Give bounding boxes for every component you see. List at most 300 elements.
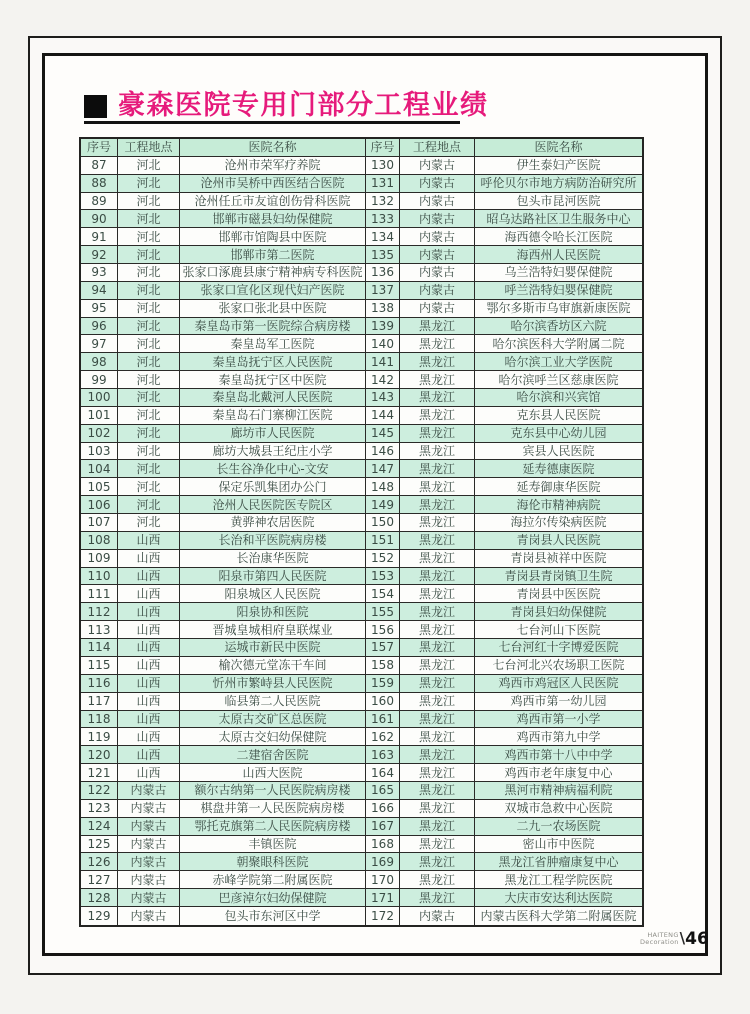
table-cell: 棋盘井第一人民医院病房楼 <box>180 800 366 818</box>
table-cell: 黑龙江 <box>400 425 475 443</box>
table-row <box>81 264 642 282</box>
table-cell: 秦皇岛抚宁区中医院 <box>180 371 366 389</box>
table-cell: 99 <box>81 371 118 389</box>
table-cell: 170 <box>366 871 400 889</box>
table-cell: 河北 <box>118 514 180 532</box>
table-row <box>81 300 642 318</box>
table-cell: 156 <box>366 621 400 639</box>
table-cell: 序号 <box>366 139 400 157</box>
table-cell: 张家口宣化区现代妇产医院 <box>180 282 366 300</box>
table-cell: 黑龙江 <box>400 496 475 514</box>
table-cell: 112 <box>81 603 118 621</box>
table-cell: 呼兰浩特妇婴保健院 <box>475 282 642 300</box>
table-cell: 166 <box>366 800 400 818</box>
table-cell: 内蒙古 <box>400 228 475 246</box>
table-cell: 146 <box>366 443 400 461</box>
table-cell: 延寿御康华医院 <box>475 478 642 496</box>
table-cell: 山西 <box>118 621 180 639</box>
table-row <box>81 711 642 729</box>
table-cell: 保定乐凯集团办公门 <box>180 478 366 496</box>
table-cell: 134 <box>366 228 400 246</box>
table-cell: 沧州人民医院医专院区 <box>180 496 366 514</box>
table-cell: 张家口张北县中医院 <box>180 300 366 318</box>
table-cell: 黑龙江 <box>400 353 475 371</box>
table-cell: 黑龙江 <box>400 818 475 836</box>
table-cell: 河北 <box>118 264 180 282</box>
table-row <box>81 318 642 336</box>
table-header-row <box>81 139 642 157</box>
table-cell: 157 <box>366 639 400 657</box>
table-cell: 内蒙古 <box>400 193 475 211</box>
table-cell: 乌兰浩特妇婴保健院 <box>475 264 642 282</box>
table-cell: 黑龙江 <box>400 443 475 461</box>
table-cell: 96 <box>81 318 118 336</box>
table-cell: 张家口涿鹿县康宁精神病专科医院 <box>180 264 366 282</box>
table-cell: 黑龙江 <box>400 389 475 407</box>
table-cell: 沧州市荣军疗养院 <box>180 157 366 175</box>
table-cell: 鸡西市第九中学 <box>475 728 642 746</box>
table-cell: 内蒙古 <box>118 853 180 871</box>
table-cell: 鸡西市老年康复中心 <box>475 764 642 782</box>
table-cell: 158 <box>366 657 400 675</box>
table-row <box>81 621 642 639</box>
table-cell: 山西 <box>118 603 180 621</box>
table-cell: 87 <box>81 157 118 175</box>
table-cell: 秦皇岛石门寨柳江医院 <box>180 407 366 425</box>
table-cell: 山西 <box>118 585 180 603</box>
table-cell: 二建宿舍医院 <box>180 746 366 764</box>
table-cell: 秦皇岛抚宁区人民医院 <box>180 353 366 371</box>
table-cell: 河北 <box>118 300 180 318</box>
table-cell: 135 <box>366 246 400 264</box>
table-cell: 105 <box>81 478 118 496</box>
table-cell: 139 <box>366 318 400 336</box>
table-cell: 海西州人民医院 <box>475 246 642 264</box>
footer-brand-line2: Decoration <box>640 938 679 946</box>
footer-slash-mark: \ <box>679 929 686 947</box>
table-cell: 126 <box>81 853 118 871</box>
table-cell: 内蒙古 <box>118 889 180 907</box>
table-cell: 内蒙古医科大学第二附属医院 <box>475 907 642 925</box>
title-square-bullet-icon <box>84 95 107 118</box>
table-cell: 黑龙江 <box>400 460 475 478</box>
table-row <box>81 585 642 603</box>
table-cell: 长治和平医院病房楼 <box>180 532 366 550</box>
table-cell: 118 <box>81 711 118 729</box>
table-cell: 山西 <box>118 693 180 711</box>
table-cell: 内蒙古 <box>400 907 475 925</box>
table-cell: 148 <box>366 478 400 496</box>
table-cell: 121 <box>81 764 118 782</box>
table-cell: 黑龙江 <box>400 407 475 425</box>
table-cell: 河北 <box>118 371 180 389</box>
table-cell: 河北 <box>118 335 180 353</box>
table-cell: 河北 <box>118 407 180 425</box>
table-cell: 131 <box>366 175 400 193</box>
table-cell: 160 <box>366 693 400 711</box>
table-cell: 104 <box>81 460 118 478</box>
table-cell: 大庆市安达利达医院 <box>475 889 642 907</box>
table-cell: 92 <box>81 246 118 264</box>
table-cell: 内蒙古 <box>118 800 180 818</box>
table-row <box>81 568 642 586</box>
table-cell: 90 <box>81 210 118 228</box>
table-cell: 144 <box>366 407 400 425</box>
table-cell: 海拉尔传染病医院 <box>475 514 642 532</box>
table-cell: 内蒙古 <box>400 210 475 228</box>
table-cell: 河北 <box>118 443 180 461</box>
table-cell: 127 <box>81 871 118 889</box>
table-row <box>81 193 642 211</box>
table-cell: 98 <box>81 353 118 371</box>
table-cell: 141 <box>366 353 400 371</box>
table-cell: 145 <box>366 425 400 443</box>
table-row <box>81 532 642 550</box>
table-cell: 克东县人民医院 <box>475 407 642 425</box>
table-cell: 黑龙江 <box>400 585 475 603</box>
table-row <box>81 228 642 246</box>
table-cell: 阳泉协和医院 <box>180 603 366 621</box>
table-cell: 黑龙江 <box>400 836 475 854</box>
table-cell: 医院名称 <box>180 139 366 157</box>
table-cell: 山西 <box>118 568 180 586</box>
table-cell: 108 <box>81 532 118 550</box>
table-cell: 哈尔滨工业大学医院 <box>475 353 642 371</box>
table-cell: 88 <box>81 175 118 193</box>
table-cell: 152 <box>366 550 400 568</box>
table-cell: 黑龙江 <box>400 800 475 818</box>
table-cell: 163 <box>366 746 400 764</box>
table-row <box>81 335 642 353</box>
table-row <box>81 853 642 871</box>
table-row <box>81 782 642 800</box>
table-cell: 河北 <box>118 425 180 443</box>
table-cell: 运城市新民中医院 <box>180 639 366 657</box>
table-row <box>81 425 642 443</box>
table-cell: 哈尔滨香坊区六院 <box>475 318 642 336</box>
table-row <box>81 693 642 711</box>
table-cell: 鸡西市鸡冠区人民医院 <box>475 675 642 693</box>
table-cell: 额尔古纳第一人民医院病房楼 <box>180 782 366 800</box>
table-cell: 101 <box>81 407 118 425</box>
table-cell: 黄骅神农居医院 <box>180 514 366 532</box>
table-cell: 河北 <box>118 389 180 407</box>
table-row <box>81 175 642 193</box>
table-cell: 山西 <box>118 639 180 657</box>
table-cell: 工程地点 <box>118 139 180 157</box>
table-row <box>81 550 642 568</box>
table-cell: 黑龙江 <box>400 568 475 586</box>
table-cell: 黑龙江 <box>400 657 475 675</box>
table-cell: 165 <box>366 782 400 800</box>
table-cell: 海西德令哈长江医院 <box>475 228 642 246</box>
table-cell: 159 <box>366 675 400 693</box>
title-underline <box>84 121 460 124</box>
table-cell: 100 <box>81 389 118 407</box>
table-cell: 黑龙江 <box>400 782 475 800</box>
table-cell: 内蒙古 <box>400 300 475 318</box>
table-cell: 鄂托克旗第二人民医院病房楼 <box>180 818 366 836</box>
table-cell: 137 <box>366 282 400 300</box>
table-cell: 171 <box>366 889 400 907</box>
table-cell: 阳泉市第四人民医院 <box>180 568 366 586</box>
table-cell: 邯郸市磁县妇幼保健院 <box>180 210 366 228</box>
table-cell: 110 <box>81 568 118 586</box>
table-cell: 91 <box>81 228 118 246</box>
table-cell: 黑龙江 <box>400 335 475 353</box>
table-row <box>81 282 642 300</box>
table-cell: 155 <box>366 603 400 621</box>
table-row <box>81 443 642 461</box>
table-cell: 沧州任丘市友谊创伤骨科医院 <box>180 193 366 211</box>
table-cell: 河北 <box>118 460 180 478</box>
table-cell: 黑龙江省肿瘤康复中心 <box>475 853 642 871</box>
table-row <box>81 478 642 496</box>
table-cell: 河北 <box>118 318 180 336</box>
table-row <box>81 675 642 693</box>
table-cell: 124 <box>81 818 118 836</box>
table-cell: 河北 <box>118 157 180 175</box>
table-cell: 111 <box>81 585 118 603</box>
table-cell: 长治康华医院 <box>180 550 366 568</box>
table-cell: 143 <box>366 389 400 407</box>
table-cell: 黑龙江 <box>400 371 475 389</box>
table-cell: 河北 <box>118 496 180 514</box>
table-cell: 内蒙古 <box>400 282 475 300</box>
table-row <box>81 496 642 514</box>
table-cell: 七台河北兴农场职工医院 <box>475 657 642 675</box>
table-cell: 94 <box>81 282 118 300</box>
page-title: 豪森医院专用门部分工程业绩 <box>118 90 489 121</box>
table-row <box>81 246 642 264</box>
table-cell: 七台河山下医院 <box>475 621 642 639</box>
table-cell: 呼伦贝尔市地方病防治研究所 <box>475 175 642 193</box>
table-cell: 162 <box>366 728 400 746</box>
table-cell: 黑龙江 <box>400 603 475 621</box>
table-cell: 河北 <box>118 210 180 228</box>
table-cell: 青岗县祯祥中医院 <box>475 550 642 568</box>
table-cell: 忻州市繁峙县人民医院 <box>180 675 366 693</box>
table-cell: 133 <box>366 210 400 228</box>
table-cell: 黑龙江 <box>400 478 475 496</box>
table-cell: 黑龙江 <box>400 693 475 711</box>
table-cell: 内蒙古 <box>400 264 475 282</box>
table-cell: 153 <box>366 568 400 586</box>
table-cell: 内蒙古 <box>118 836 180 854</box>
table-cell: 山西 <box>118 550 180 568</box>
table-cell: 内蒙古 <box>400 157 475 175</box>
table-cell: 哈尔滨呼兰区慈康医院 <box>475 371 642 389</box>
table-cell: 黑龙江 <box>400 514 475 532</box>
table-row <box>81 353 642 371</box>
table-cell: 山西 <box>118 657 180 675</box>
table-row <box>81 460 642 478</box>
table-cell: 114 <box>81 639 118 657</box>
table-cell: 123 <box>81 800 118 818</box>
table-cell: 山西 <box>118 764 180 782</box>
table-row <box>81 657 642 675</box>
table-cell: 黑龙江 <box>400 639 475 657</box>
table-cell: 128 <box>81 889 118 907</box>
table-cell: 132 <box>366 193 400 211</box>
table-cell: 山西 <box>118 532 180 550</box>
table-cell: 鄂尔多斯市乌审旗新康医院 <box>475 300 642 318</box>
table-cell: 鸡西市第一幼儿园 <box>475 693 642 711</box>
table-cell: 内蒙古 <box>118 871 180 889</box>
table-row <box>81 800 642 818</box>
table-cell: 149 <box>366 496 400 514</box>
table-cell: 172 <box>366 907 400 925</box>
table-row <box>81 407 642 425</box>
table-cell: 150 <box>366 514 400 532</box>
table-cell: 黑龙江 <box>400 889 475 907</box>
table-cell: 七台河红十字博爱医院 <box>475 639 642 657</box>
table-cell: 河北 <box>118 282 180 300</box>
table-cell: 115 <box>81 657 118 675</box>
table-cell: 102 <box>81 425 118 443</box>
table-row <box>81 728 642 746</box>
table-cell: 沧州市吴桥中西医结合医院 <box>180 175 366 193</box>
table-row <box>81 157 642 175</box>
table-cell: 黑龙江 <box>400 532 475 550</box>
performance-table <box>79 137 644 927</box>
table-row <box>81 514 642 532</box>
table-cell: 伊生泰妇产医院 <box>475 157 642 175</box>
table-cell: 97 <box>81 335 118 353</box>
page-number: 46 <box>685 928 709 949</box>
table-cell: 鸡西市第十八中中学 <box>475 746 642 764</box>
table-cell: 邯郸市第二医院 <box>180 246 366 264</box>
table-cell: 129 <box>81 907 118 925</box>
table-cell: 151 <box>366 532 400 550</box>
table-cell: 黑龙江 <box>400 764 475 782</box>
table-cell: 二九一农场医院 <box>475 818 642 836</box>
table-cell: 黑龙江 <box>400 318 475 336</box>
table-cell: 哈尔滨医科大学附属二院 <box>475 335 642 353</box>
table-cell: 青岗县人民医院 <box>475 532 642 550</box>
table-row <box>81 210 642 228</box>
table-cell: 130 <box>366 157 400 175</box>
table-cell: 161 <box>366 711 400 729</box>
table-cell: 116 <box>81 675 118 693</box>
table-cell: 黑龙江 <box>400 675 475 693</box>
table-cell: 包头市东河区中学 <box>180 907 366 925</box>
table-cell: 延寿德康医院 <box>475 460 642 478</box>
table-cell: 内蒙古 <box>400 175 475 193</box>
table-cell: 89 <box>81 193 118 211</box>
table-cell: 103 <box>81 443 118 461</box>
table-cell: 黑河市精神病福利院 <box>475 782 642 800</box>
table-cell: 秦皇岛北戴河人民医院 <box>180 389 366 407</box>
table-cell: 黑龙江 <box>400 728 475 746</box>
table-cell: 106 <box>81 496 118 514</box>
table-cell: 黑龙江 <box>400 711 475 729</box>
footer-brand-mark <box>640 929 709 949</box>
table-cell: 河北 <box>118 478 180 496</box>
table-row <box>81 889 642 907</box>
table-row <box>81 907 642 925</box>
table-cell: 宾县人民医院 <box>475 443 642 461</box>
table-cell: 黑龙江 <box>400 550 475 568</box>
table-cell: 169 <box>366 853 400 871</box>
table-cell: 序号 <box>81 139 118 157</box>
table-cell: 内蒙古 <box>118 818 180 836</box>
table-cell: 包头市昆河医院 <box>475 193 642 211</box>
table-cell: 赤峰学院第二附属医院 <box>180 871 366 889</box>
table-cell: 双城市急救中心医院 <box>475 800 642 818</box>
table-cell: 太原古交妇幼保健院 <box>180 728 366 746</box>
table-cell: 晋城皇城相府皇联煤业 <box>180 621 366 639</box>
table-cell: 107 <box>81 514 118 532</box>
table-cell: 黑龙江工程学院医院 <box>475 871 642 889</box>
table-cell: 邯郸市馆陶县中医院 <box>180 228 366 246</box>
table-row <box>81 764 642 782</box>
table-row <box>81 871 642 889</box>
table-cell: 山西 <box>118 728 180 746</box>
table-cell: 朝聚眼科医院 <box>180 853 366 871</box>
table-cell: 95 <box>81 300 118 318</box>
table-cell: 太原古交矿区总医院 <box>180 711 366 729</box>
table-cell: 147 <box>366 460 400 478</box>
table-cell: 内蒙古 <box>118 782 180 800</box>
table-cell: 哈尔滨和兴宾馆 <box>475 389 642 407</box>
table-cell: 河北 <box>118 353 180 371</box>
table-cell: 125 <box>81 836 118 854</box>
table-row <box>81 603 642 621</box>
table-cell: 秦皇岛军工医院 <box>180 335 366 353</box>
table-row <box>81 818 642 836</box>
table-row <box>81 746 642 764</box>
table-cell: 密山市中医院 <box>475 836 642 854</box>
page-title-block <box>84 92 489 119</box>
table-cell: 青岗县青岗镇卫生院 <box>475 568 642 586</box>
footer-brand-text <box>640 932 679 947</box>
table-cell: 167 <box>366 818 400 836</box>
footer-brand-line1: HAITENG <box>647 930 679 939</box>
table-cell: 113 <box>81 621 118 639</box>
table-cell: 鸡西市第一小学 <box>475 711 642 729</box>
table-cell: 山西 <box>118 711 180 729</box>
table-cell: 廊坊市人民医院 <box>180 425 366 443</box>
table-cell: 临县第二人民医院 <box>180 693 366 711</box>
table-cell: 海伦市精神病院 <box>475 496 642 514</box>
table-cell: 青岗县妇幼保健院 <box>475 603 642 621</box>
table-cell: 内蒙古 <box>118 907 180 925</box>
table-cell: 河北 <box>118 193 180 211</box>
table-row <box>81 639 642 657</box>
table-row <box>81 389 642 407</box>
table-cell: 136 <box>366 264 400 282</box>
table-cell: 117 <box>81 693 118 711</box>
table-cell: 黑龙江 <box>400 871 475 889</box>
table-cell: 138 <box>366 300 400 318</box>
table-cell: 丰镇医院 <box>180 836 366 854</box>
table-cell: 医院名称 <box>475 139 642 157</box>
table-cell: 河北 <box>118 228 180 246</box>
table-row <box>81 371 642 389</box>
table-cell: 154 <box>366 585 400 603</box>
table-cell: 93 <box>81 264 118 282</box>
table-cell: 工程地点 <box>400 139 475 157</box>
table-cell: 青岗县中医医院 <box>475 585 642 603</box>
table-cell: 山西 <box>118 675 180 693</box>
table-cell: 山西大医院 <box>180 764 366 782</box>
table-cell: 河北 <box>118 175 180 193</box>
table-cell: 122 <box>81 782 118 800</box>
table-cell: 山西 <box>118 746 180 764</box>
table-row <box>81 836 642 854</box>
table-cell: 168 <box>366 836 400 854</box>
